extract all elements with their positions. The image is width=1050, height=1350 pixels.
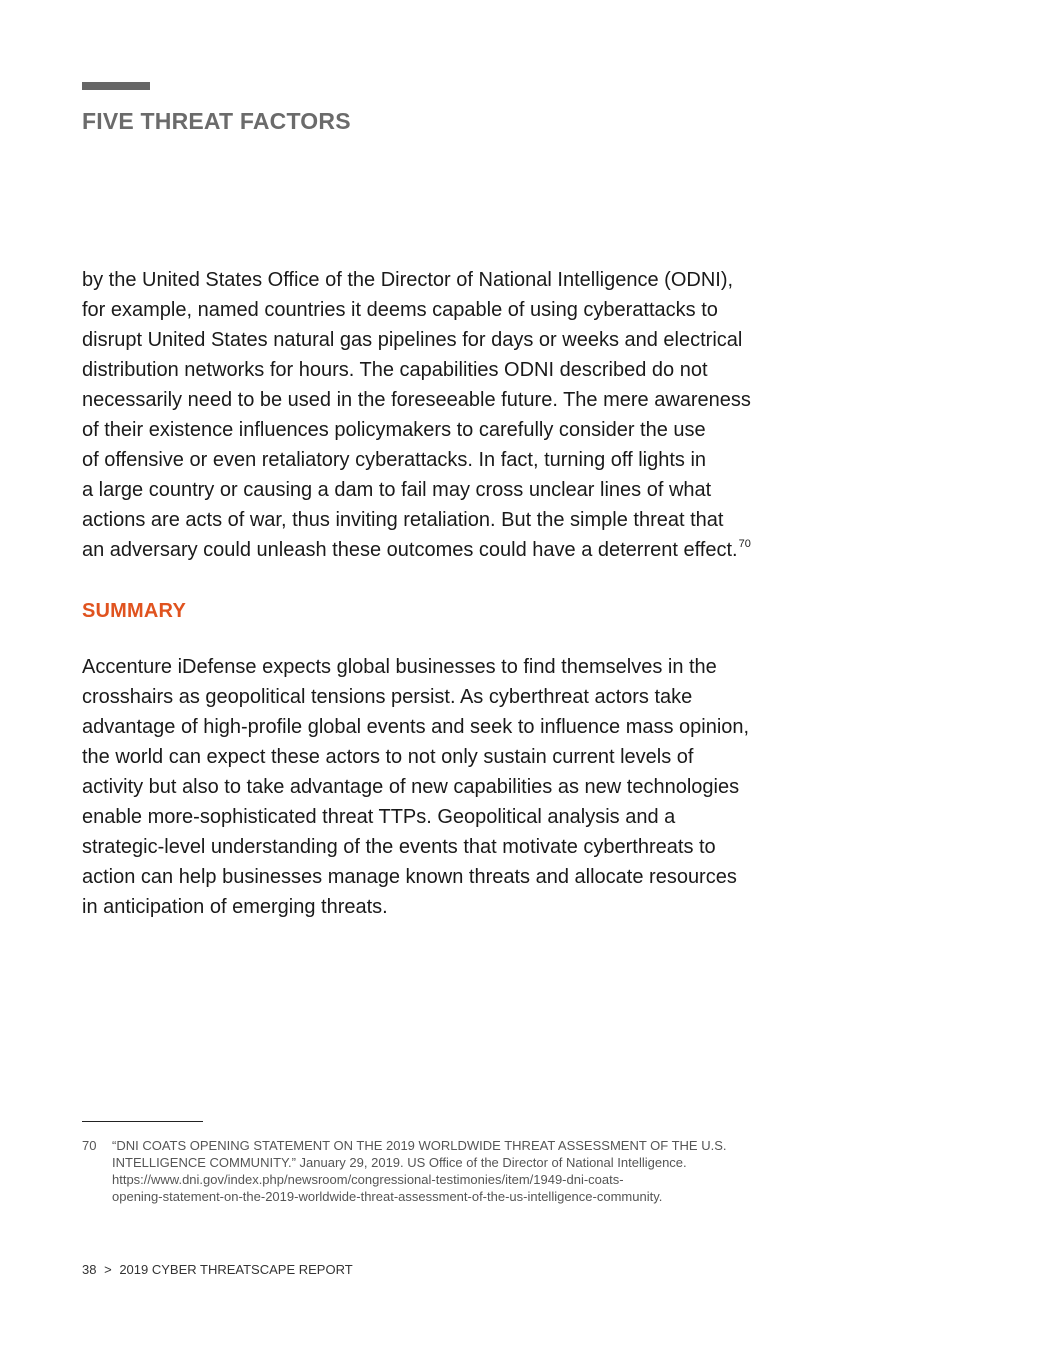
footnote-link-line[interactable]: https://www.dni.gov/index.php/newsroom/congressional-testimonies/item/1949-dni-coats- (112, 1172, 624, 1187)
page-footer (82, 1262, 357, 1277)
paragraph-line: for example, named countries it deems capable of using cyberattacks to (82, 299, 718, 321)
paragraph-line: Accenture iDefense expects global businesses to find themselves in the (82, 656, 717, 678)
paragraph-line: action can help businesses manage known threats and allocate resources (82, 866, 737, 888)
page-number: 38 (82, 1262, 97, 1277)
footnote-number: 70 (82, 1138, 97, 1153)
footer-separator: > (104, 1262, 112, 1277)
footnote-line: “DNI COATS OPENING STATEMENT ON THE 2019 WORLDWIDE THREAT ASSESSMENT OF THE U.S. (112, 1138, 727, 1153)
paragraph-line: a large country or causing a dam to fail may cross unclear lines of what (82, 479, 712, 501)
paragraph-line: strategic-level understanding of the events that motivate cyberthreats to (82, 836, 716, 858)
paragraph-line: necessarily need to be used in the foreseeable future. The mere awareness (82, 389, 751, 411)
report-title: 2019 CYBER THREATSCAPE REPORT (119, 1262, 353, 1277)
footnote-body (112, 1137, 842, 1205)
footnote-link-line[interactable]: opening-statement-on-the-2019-worldwide-threat-assessment-of-the-us-intelligence-community. (112, 1189, 663, 1204)
paragraph-line: the world can expect these actors to not only sustain current levels of (82, 746, 694, 768)
footnote-line: INTELLIGENCE COMMUNITY.” January 29, 2019. US Office of the Director of National Intelligence. (112, 1155, 687, 1170)
summary-paragraph (82, 652, 842, 922)
paragraph-line: enable more-sophisticated threat TTPs. Geopolitical analysis and a (82, 806, 676, 828)
paragraph-line-text: an adversary could unleash these outcomes could have a deterrent effect. (82, 539, 738, 561)
paragraph-line: disrupt United States natural gas pipelines for days or weeks and electrical (82, 329, 743, 351)
paragraph-line: distribution networks for hours. The capabilities ODNI described do not (82, 359, 708, 381)
paragraph-line: advantage of high-profile global events and seek to influence mass opinion, (82, 716, 750, 738)
paragraph-line: in anticipation of emerging threats. (82, 896, 388, 918)
paragraph-line: actions are acts of war, thus inviting retaliation. But the simple threat that (82, 509, 724, 531)
paragraph-line: activity but also to take advantage of new capabilities as new technologies (82, 776, 740, 798)
paragraph-line-last (82, 535, 842, 565)
footnote-divider (82, 1121, 203, 1122)
summary-heading: SUMMARY (82, 600, 186, 622)
section-title: FIVE THREAT FACTORS (82, 108, 351, 134)
paragraph-line: of their existence influences policymakers to carefully consider the use (82, 419, 706, 441)
paragraph-line: of offensive or even retaliatory cyberattacks. In fact, turning off lights in (82, 449, 707, 471)
header-accent-bar (82, 82, 150, 90)
paragraph-line: crosshairs as geopolitical tensions persist. As cyberthreat actors take (82, 686, 693, 708)
paragraph-line: by the United States Office of the Director of National Intelligence (ODNI), (82, 269, 734, 291)
body-paragraph-1 (82, 265, 842, 565)
footnote-reference[interactable]: 70 (738, 538, 751, 550)
